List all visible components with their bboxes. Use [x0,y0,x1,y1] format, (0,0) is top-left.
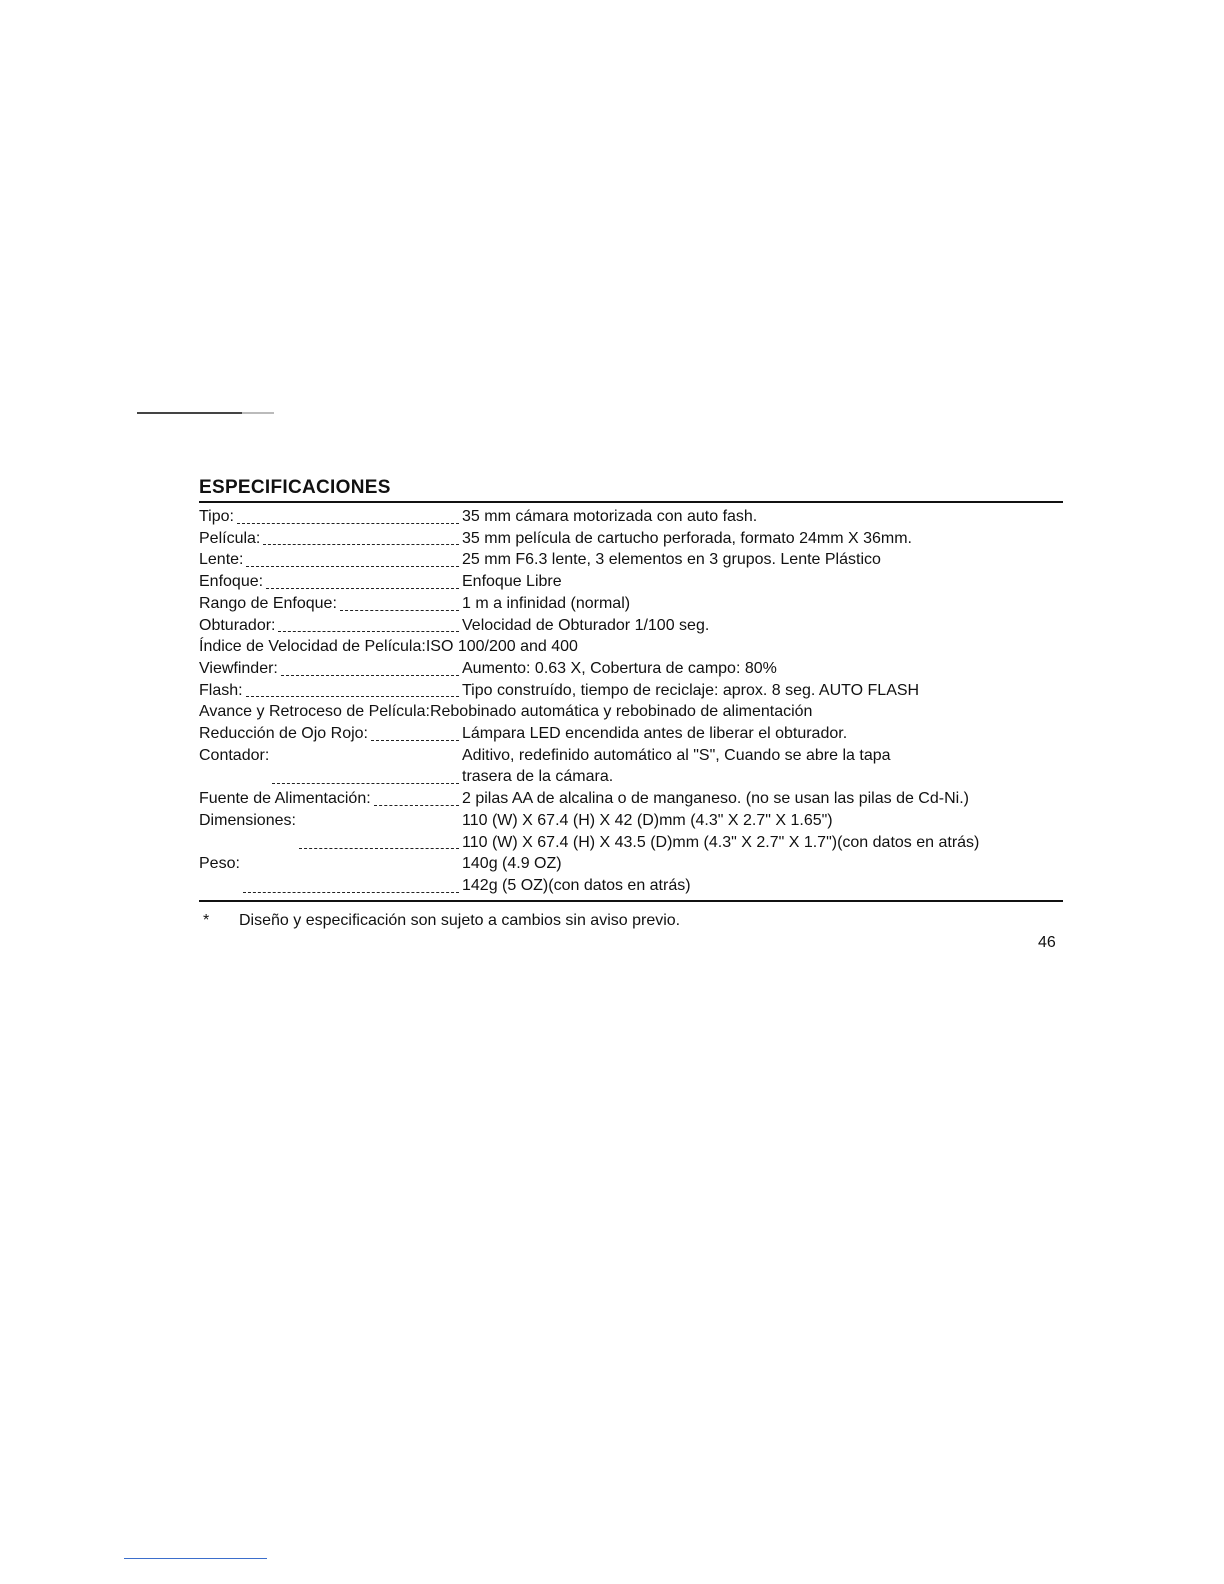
spec-value: Rebobinado automática y rebobinado de alimentación [429,703,813,721]
spec-value: 110 (W) X 67.4 (H) X 43.5 (D)mm (4.3" X 2.7" X 1.7")(con datos en atrás) [462,833,980,851]
spec-row [199,658,1063,680]
spec-label [199,658,462,680]
specifications-section [199,476,1063,902]
spec-value: 142g (5 OZ)(con datos en atrás) [462,876,691,894]
spec-values [462,593,1063,615]
spec-label [199,745,462,788]
spec-label-text: Dimensiones: [199,811,296,829]
spec-label-text: Obturador: [199,616,276,634]
leader-dashes [278,630,459,632]
page-number: 46 [1038,934,1056,951]
spec-value: Enfoque Libre [462,573,562,591]
spec-row [199,571,1063,593]
leader-dashes [246,695,459,697]
table-bottom-rule [199,900,1063,902]
spec-row [199,680,1063,702]
leader-dashes [237,522,459,524]
spec-value: Aumento: 0.63 X, Cobertura de campo: 80% [462,659,777,677]
spec-label-text: Índice de Velocidad de Película: [199,638,426,656]
spec-label [199,571,462,593]
leader-dashes [266,587,459,589]
spec-label [199,615,462,637]
spec-label [199,853,462,896]
spec-label [199,528,462,550]
footnote-marker: * [203,912,210,929]
spec-values [462,549,1063,571]
leader-dashes [374,804,459,806]
leader-dashes [340,609,459,611]
spec-values [462,723,1063,745]
footnote-text: Diseño y especificación son sujeto a cambios sin aviso previo. [239,912,681,929]
spec-value: 35 mm película de cartucho perforada, formato 24mm X 36mm. [462,529,912,547]
spec-row [199,745,1063,788]
spec-values [462,788,1063,810]
spec-value: 140g (4.9 OZ) [462,855,562,873]
spec-label-text: Fuente de Alimentación: [199,790,371,808]
spec-value: 1 m a infinidad (normal) [462,594,631,612]
spec-values [462,745,1063,788]
spec-label [199,788,462,810]
spec-value: 2 pilas AA de alcalina o de manganeso. (no se usan las pilas de Cd-Ni.) [462,790,969,808]
spec-value: Lámpara LED encendida antes de liberar el obturador. [462,725,848,743]
spec-values [462,506,1063,528]
leader-dashes [371,739,459,741]
spec-values [462,853,1063,896]
spec-value: Velocidad de Obturador 1/100 seg. [462,616,710,634]
spec-label-text: Viewfinder: [199,659,278,677]
leader-dashes [243,891,459,893]
leader-dashes [281,674,459,676]
spec-label-text: Contador: [199,746,270,764]
spec-label [199,701,430,723]
spec-label [199,680,462,702]
spec-value: 25 mm F6.3 lente, 3 elementos en 3 grupos. Lente Plástico [462,551,881,569]
spec-values [462,658,1063,680]
leader-dashes [272,782,459,784]
spec-label-text: Tipo: [199,508,234,525]
spec-value: ISO 100/200 and 400 [425,638,578,656]
spec-label-text: Enfoque: [199,573,264,591]
spec-row [199,593,1063,615]
spec-values [462,810,1063,853]
spec-value: Tipo construído, tiempo de reciclaje: aprox. 8 seg. AUTO FLASH [462,681,920,699]
bottom-rule [124,1558,267,1559]
spec-label [199,506,462,528]
spec-label [199,549,462,571]
spec-label [199,636,426,658]
spec-label-text: Reducción de Ojo Rojo: [199,725,368,743]
spec-label-text: Lente: [199,551,244,569]
spec-values [462,615,1063,637]
spec-row [199,701,1063,723]
spec-label-text: Película: [199,529,261,547]
spec-value: trasera de la cámara. [462,768,614,786]
spec-value: 35 mm cámara motorizada con auto fash. [462,508,758,525]
spec-row [199,506,1063,528]
spec-row [199,528,1063,550]
spec-label [199,593,462,615]
spec-values [462,528,1063,550]
section-title: ESPECIFICACIONES [199,477,391,498]
spec-row [199,810,1063,853]
spec-label-text: Rango de Enfoque: [199,594,337,612]
spec-table [199,506,1063,897]
footnote [203,910,680,931]
spec-label [199,810,462,853]
spec-row [199,615,1063,637]
spec-row [199,636,1063,658]
spec-label-text: Avance y Retroceso de Película: [199,703,430,721]
leader-dashes [246,565,459,567]
spec-label-text: Flash: [199,681,243,699]
leader-dashes [263,543,459,545]
leader-dashes [299,847,459,849]
spec-row [199,853,1063,896]
title-rule [199,501,1063,503]
spec-row [199,549,1063,571]
spec-values [462,680,1063,702]
spec-row [199,723,1063,745]
spec-value: Aditivo, redefinido automático al "S", Cuando se abre la tapa [462,746,891,764]
spec-values [426,636,1063,658]
spec-label-text: Peso: [199,855,240,873]
spec-values [462,571,1063,593]
decorative-rule [137,412,274,414]
spec-row [199,788,1063,810]
spec-label [199,723,462,745]
spec-value: 110 (W) X 67.4 (H) X 42 (D)mm (4.3" X 2.7" X 1.65") [462,811,833,829]
spec-values [430,701,1063,723]
